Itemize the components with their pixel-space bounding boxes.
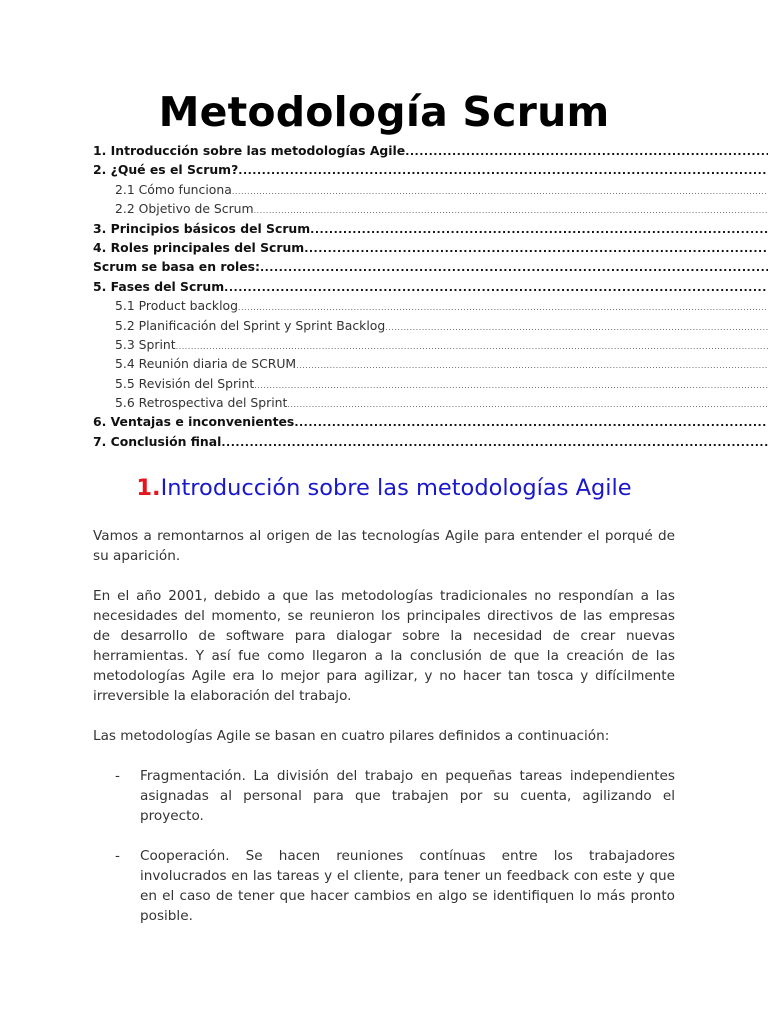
toc-entry-roles[interactable] (93, 238, 768, 257)
paragraph: Vamos a remontarnos al origen de las tecnologías Agile para entender el porqué de su aparición. (93, 528, 675, 564)
toc-dot-leader (238, 161, 768, 179)
list-item (93, 766, 675, 826)
toc-entry-objetivo-scrum[interactable] (93, 199, 768, 218)
pillars-list (93, 766, 675, 926)
toc-dot-leader (287, 395, 768, 412)
paragraph: En el año 2001, debido a que las metodologías tradicionales no respondían a las necesidades del momento, se reunieron los principales directivos de las empresas de desarrollo de software para dialogar sobre la necesidad de crear nuevas herramientas. Y así fue como llegaron a la conclusión de que la creación de las metodologías Agile era lo mejor para agilizar, y no hacer tan tosca y difícilmente irreversible la elaboración del trabajo. (93, 588, 675, 704)
toc-entry-basa-en-roles[interactable] (93, 257, 768, 276)
list-item-text: Fragmentación. La división del trabajo en pequeñas tareas independientes asignadas al personal para que trabajen por su cuenta, agilizando el proyecto. (140, 768, 675, 824)
section-heading-text: Introducción sobre las metodologías Agile (160, 475, 632, 501)
toc-entry-label: 2.1 Cómo funciona (115, 181, 232, 197)
toc-entry-ventajas[interactable] (93, 412, 768, 431)
toc-entry-label: 2. ¿Qué es el Scrum? (93, 162, 239, 178)
paragraph: Las metodologías Agile se basan en cuatro pilares definidos a continuación: (93, 728, 610, 744)
table-of-contents (93, 141, 768, 451)
toc-dot-leader (238, 298, 768, 315)
toc-entry-label: 1. Introducción sobre las metodologías Agile (93, 143, 406, 158)
toc-entry-label: 5.3 Sprint (115, 336, 176, 352)
toc-dot-leader (232, 182, 768, 199)
toc-entry-fases[interactable] (93, 277, 768, 296)
toc-dot-leader (254, 201, 768, 218)
toc-entry-reunion-diaria[interactable] (93, 354, 768, 373)
toc-dot-leader (254, 376, 768, 393)
toc-entry-label: 6. Ventajas e inconvenientes (93, 414, 295, 430)
section-heading (0, 470, 768, 506)
toc-dot-leader (224, 278, 768, 296)
toc-entry-label: 7. Conclusión final (93, 433, 222, 449)
toc-entry-product-backlog[interactable] (93, 296, 768, 315)
toc-entry-label: 2.2 Objetivo de Scrum (115, 201, 254, 217)
toc-entry-como-funciona[interactable] (93, 180, 768, 199)
toc-dot-leader (260, 258, 768, 276)
toc-entry-revision[interactable] (93, 374, 768, 393)
toc-entry-label: Scrum se basa en roles: (93, 259, 260, 275)
toc-dot-leader (221, 433, 768, 451)
document-title: Metodología Scrum (158, 88, 610, 136)
toc-entry-label: 5.1 Product backlog (115, 298, 238, 314)
toc-entry-label: 5.4 Reunión diaria de SCRUM (115, 356, 297, 372)
toc-entry-sprint[interactable] (93, 335, 768, 354)
toc-dot-leader (296, 356, 768, 373)
section-body (93, 526, 675, 946)
section-number: 1. (136, 475, 161, 501)
dash-bullet-icon: - (115, 848, 120, 864)
list-item (93, 846, 675, 926)
toc-entry-retrospectiva[interactable] (93, 393, 768, 412)
toc-entry-label: 5.6 Retrospectiva del Sprint (115, 395, 288, 411)
toc-dot-leader (294, 413, 768, 431)
toc-entry-label: 5.2 Planificación del Sprint y Sprint Backlog (115, 317, 386, 333)
toc-dot-leader (405, 142, 768, 160)
toc-dot-leader (304, 239, 768, 257)
toc-entry-principios[interactable] (93, 219, 768, 238)
toc-dot-leader (310, 220, 768, 238)
dash-bullet-icon: - (115, 768, 120, 784)
toc-entry-introduccion[interactable] (93, 141, 768, 160)
list-item-text: Cooperación. Se hacen reuniones contínuas entre los trabajadores involucrados en las tareas y el cliente, para tener un feedback con este y que en el caso de tener que hacer cambios en algo se identifiquen lo más pronto posible. (140, 848, 675, 924)
toc-entry-planificacion[interactable] (93, 316, 768, 335)
toc-dot-leader (176, 337, 768, 354)
toc-dot-leader (385, 318, 768, 335)
toc-entry-label: 4. Roles principales del Scrum (93, 239, 305, 255)
toc-entry-label: 3. Principios básicos del Scrum (93, 220, 311, 236)
toc-entry-label: 5. Fases del Scrum (93, 278, 225, 294)
toc-entry-label: 5.5 Revisión del Sprint (115, 375, 255, 391)
toc-entry-conclusion[interactable] (93, 432, 768, 451)
toc-entry-que-es-scrum[interactable] (93, 160, 768, 179)
